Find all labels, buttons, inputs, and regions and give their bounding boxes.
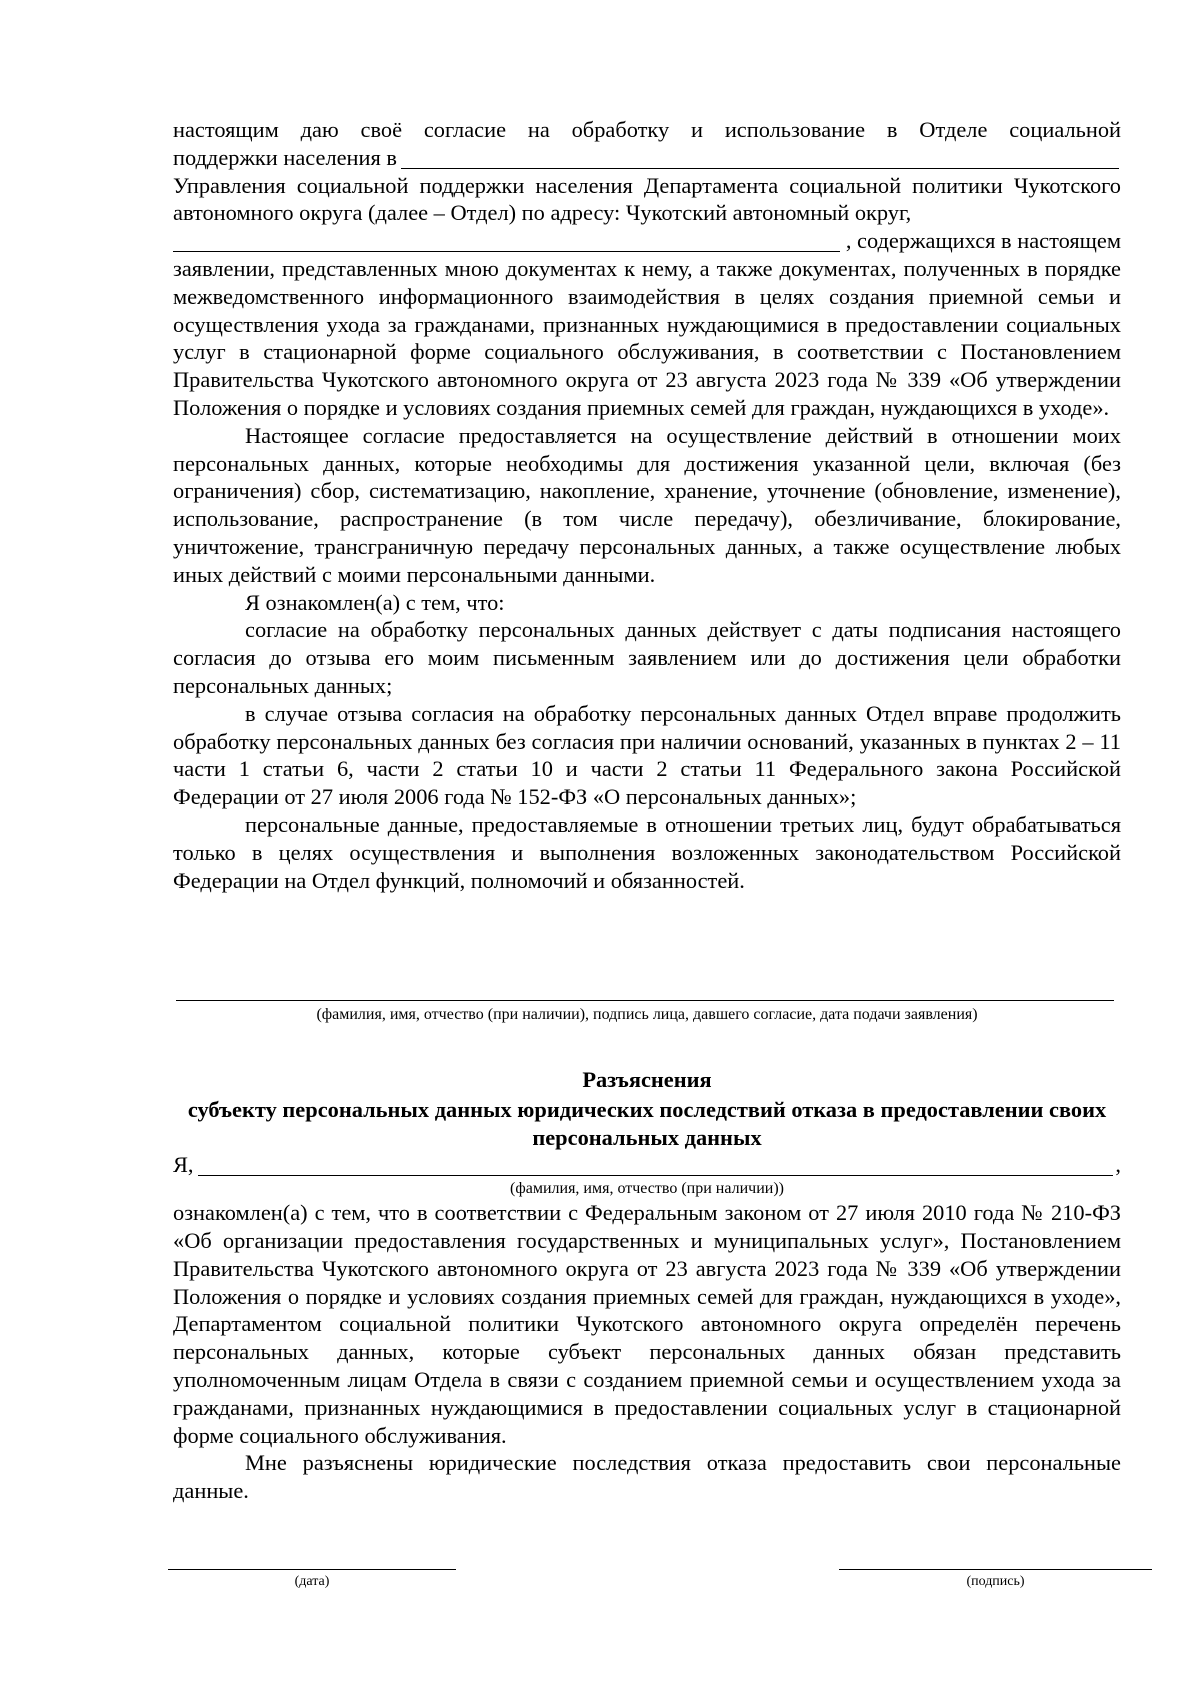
consent-paragraph-5: в случае отзыва согласия на обработку персональных данных Отдел вправе продолжить обработку персональных данных без согласия при наличии оснований, указанных в пунктах 2 – 11 части 1 статьи 6, части 2 статьи 10 и части 2 статьи 11 Федерального закона Российской Федерации от 27 июля 2006 года № 152-ФЗ «О персональных данных»; bbox=[173, 700, 1121, 810]
signature-line[interactable] bbox=[839, 1569, 1152, 1570]
consent-paragraph-6: персональные данные, предоставляемые в отношении третьих лиц, будут обрабатываться только в целях осуществления и выполнения возложенных законодательством Российской Федерации на Отдел функций, полномочий и обязанностей. bbox=[173, 811, 1121, 893]
address-blank[interactable] bbox=[173, 231, 840, 252]
address-line bbox=[173, 227, 1121, 255]
consent-signature-caption: (фамилия, имя, отчество (при наличии), подпись лица, давшего согласие, дата подачи заявления) bbox=[316, 1006, 978, 1023]
date-caption: (дата) bbox=[294, 1574, 330, 1589]
name-blank[interactable] bbox=[198, 1155, 1114, 1176]
name-prefix: Я, bbox=[173, 1152, 194, 1178]
date-line[interactable] bbox=[168, 1569, 456, 1570]
department-blank[interactable] bbox=[401, 148, 1119, 169]
consent-paragraph-4: согласие на обработку персональных данных действует с даты подписания настоящего согласия до отзыва его моим письменным заявлением или до достижения цели обработки персональных данных; bbox=[173, 617, 1121, 698]
explanation-paragraph-2: Мне разъяснены юридические последствия отказа предоставить свои персональные данные. bbox=[173, 1450, 1121, 1504]
name-suffix: , bbox=[1115, 1152, 1121, 1178]
address-line-suffix: , содержащихся в настоящем bbox=[845, 228, 1121, 254]
consent-paragraph-3: Я ознакомлен(а) с тем, что: bbox=[245, 589, 505, 615]
consent-paragraph-address: Управления социальной поддержки населения Департамента социальной политики Чукотского автономного округа (далее – Отдел) по адресу: Чукотский автономный округ, bbox=[173, 172, 1121, 226]
consent-signature-line[interactable] bbox=[176, 1000, 1114, 1001]
consent-paragraph-2: Настоящее согласие предоставляется на осуществление действий в отношении моих персональных данных, которые необходимы для достижения указанной цели, включая (без ограничения) сбор, систематизацию, накопление, хранение, уточнение (обновление, изменение), использование, распространение (в том числе передачу), обезличивание, блокирование, уничтожение, трансграничную передачу персональных данных, а также осуществление любых иных действий с моими персональными данными. bbox=[173, 422, 1121, 587]
signature-caption: (подпись) bbox=[966, 1574, 1025, 1589]
consent-line-1: настоящим даю своё согласие на обработку и использование в Отделе социальной bbox=[173, 117, 1121, 142]
department-line bbox=[173, 144, 1121, 172]
name-caption: (фамилия, имя, отчество (при наличии)) bbox=[510, 1180, 784, 1198]
explanation-subtitle: субъекту персональных данных юридических последствий отказа в предоставлении своих персональных данных bbox=[187, 1096, 1107, 1150]
name-line bbox=[173, 1151, 1121, 1179]
explanation-paragraph-1: ознакомлен(а) с тем, что в соответствии с Федеральным законом от 27 июля 2010 года № 210-ФЗ «Об организации предоставления государственных и муниципальных услуг», Постановлением Правительства Чукотского автономного округа от 23 августа 2023 года № 339 «Об утверждении Положения о порядке и условиях создания приемных семей для граждан, нуждающихся в уходе», Департаментом социальной политики Чукотского автономного округа определён перечень персональных данных, которые субъект персональных данных обязан представить уполномоченным лицам Отдела в связи с созданием приемной семьи и осуществлением ухода за гражданами, признанных нуждающимися в предоставлении социальных услуг в стационарной форме социального обслуживания. bbox=[173, 1200, 1121, 1448]
consent-paragraph-1: заявлении, представленных мною документах к нему, а также документах, полученных в порядке межведомственного информационного взаимодействия в целях создания приемной семьи и осуществления ухода за гражданами, признанных нуждающимися в предоставлении социальных услуг в стационарной форме социального обслуживания, в соответствии с Постановлением Правительства Чукотского автономного округа от 23 августа 2023 года № 339 «Об утверждении Положения о порядке и условиях создания приемных семей для граждан, нуждающихся в уходе». bbox=[173, 255, 1121, 420]
explanation-section bbox=[173, 1066, 1121, 1505]
explanation-title: Разъяснения bbox=[582, 1067, 712, 1092]
department-label: поддержки населения в bbox=[173, 144, 397, 170]
consent-section bbox=[173, 116, 1121, 894]
